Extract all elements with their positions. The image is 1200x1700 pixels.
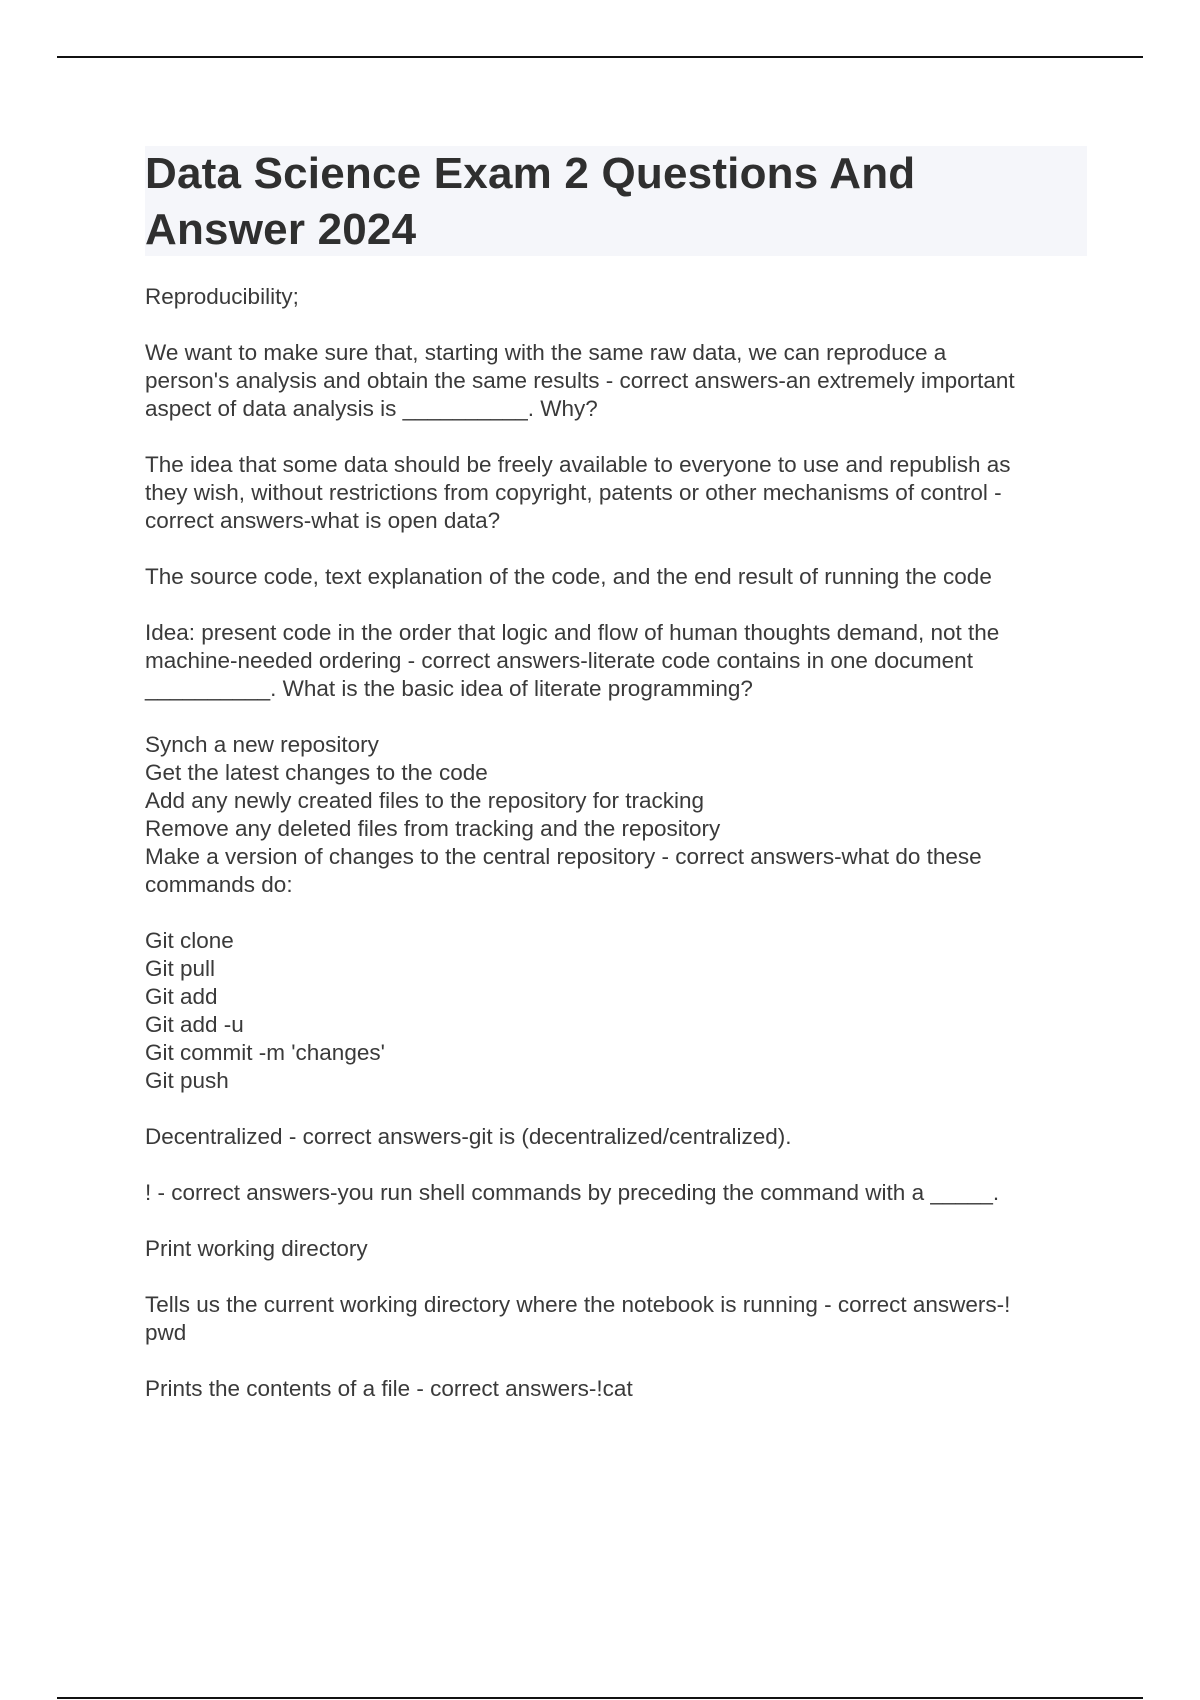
paragraph-line: ! - correct answers-you run shell commands by preceding the command with a _____. (145, 1180, 1000, 1205)
qa-paragraph (145, 731, 1105, 899)
paragraph-line: aspect of data analysis is __________. Why? (145, 396, 598, 421)
top-rule (57, 56, 1143, 58)
paragraph-line: Git add (145, 984, 218, 1009)
qa-paragraph (145, 1375, 1105, 1403)
paragraph-line: Git push (145, 1068, 229, 1093)
paragraph-line: Get the latest changes to the code (145, 760, 488, 785)
paragraph-line: correct answers-what is open data? (145, 508, 501, 533)
qa-paragraph (145, 619, 1105, 703)
title-line-2: Answer 2024 (145, 205, 417, 254)
paragraph-line: __________. What is the basic idea of literate programming? (145, 676, 753, 701)
paragraph-line: Idea: present code in the order that logic and flow of human thoughts demand, not the (145, 620, 1000, 645)
paragraph-line: they wish, without restrictions from copyright, patents or other mechanisms of control - (145, 480, 1002, 505)
paragraph-line: We want to make sure that, starting with the same raw data, we can reproduce a (145, 340, 947, 365)
qa-paragraph (145, 1179, 1105, 1207)
paragraph-line: Tells us the current working directory where the notebook is running - correct answers-! (145, 1292, 1011, 1317)
paragraph-line: Reproducibility; (145, 284, 299, 309)
paragraph-line: Print working directory (145, 1236, 368, 1261)
paragraph-line: Prints the contents of a file - correct answers-!cat (145, 1376, 633, 1401)
paragraph-line: Git commit -m 'changes' (145, 1040, 385, 1065)
paragraph-line: Make a version of changes to the central repository - correct answers-what do these (145, 844, 982, 869)
paragraph-line: person's analysis and obtain the same results - correct answers-an extremely important (145, 368, 1015, 393)
paragraph-line: Git add -u (145, 1012, 244, 1037)
qa-paragraph (145, 339, 1105, 423)
paragraph-line: Git pull (145, 956, 216, 981)
title-block (145, 146, 1087, 256)
paragraph-line: machine-needed ordering - correct answers-literate code contains in one document (145, 648, 973, 673)
paragraph-line: commands do: (145, 872, 293, 897)
paragraph-line: The source code, text explanation of the code, and the end result of running the code (145, 564, 992, 589)
qa-paragraph (145, 1235, 1105, 1263)
qa-paragraph (145, 1123, 1105, 1151)
page-title (145, 146, 1087, 258)
document-body (145, 283, 1105, 1431)
qa-paragraph (145, 283, 1105, 311)
paragraph-line: Remove any deleted files from tracking and the repository (145, 816, 721, 841)
bottom-rule (57, 1697, 1143, 1699)
paragraph-line: Git clone (145, 928, 234, 953)
paragraph-line: Decentralized - correct answers-git is (decentralized/centralized). (145, 1124, 792, 1149)
title-line-1: Data Science Exam 2 Questions And (145, 149, 916, 198)
qa-paragraph (145, 927, 1105, 1095)
qa-paragraph (145, 1291, 1105, 1347)
paragraph-line: Add any newly created files to the repository for tracking (145, 788, 705, 813)
paragraph-line: Synch a new repository (145, 732, 379, 757)
paragraph-line: pwd (145, 1320, 187, 1345)
qa-paragraph (145, 563, 1105, 591)
paragraph-line: The idea that some data should be freely available to everyone to use and republish as (145, 452, 1011, 477)
qa-paragraph (145, 451, 1105, 535)
